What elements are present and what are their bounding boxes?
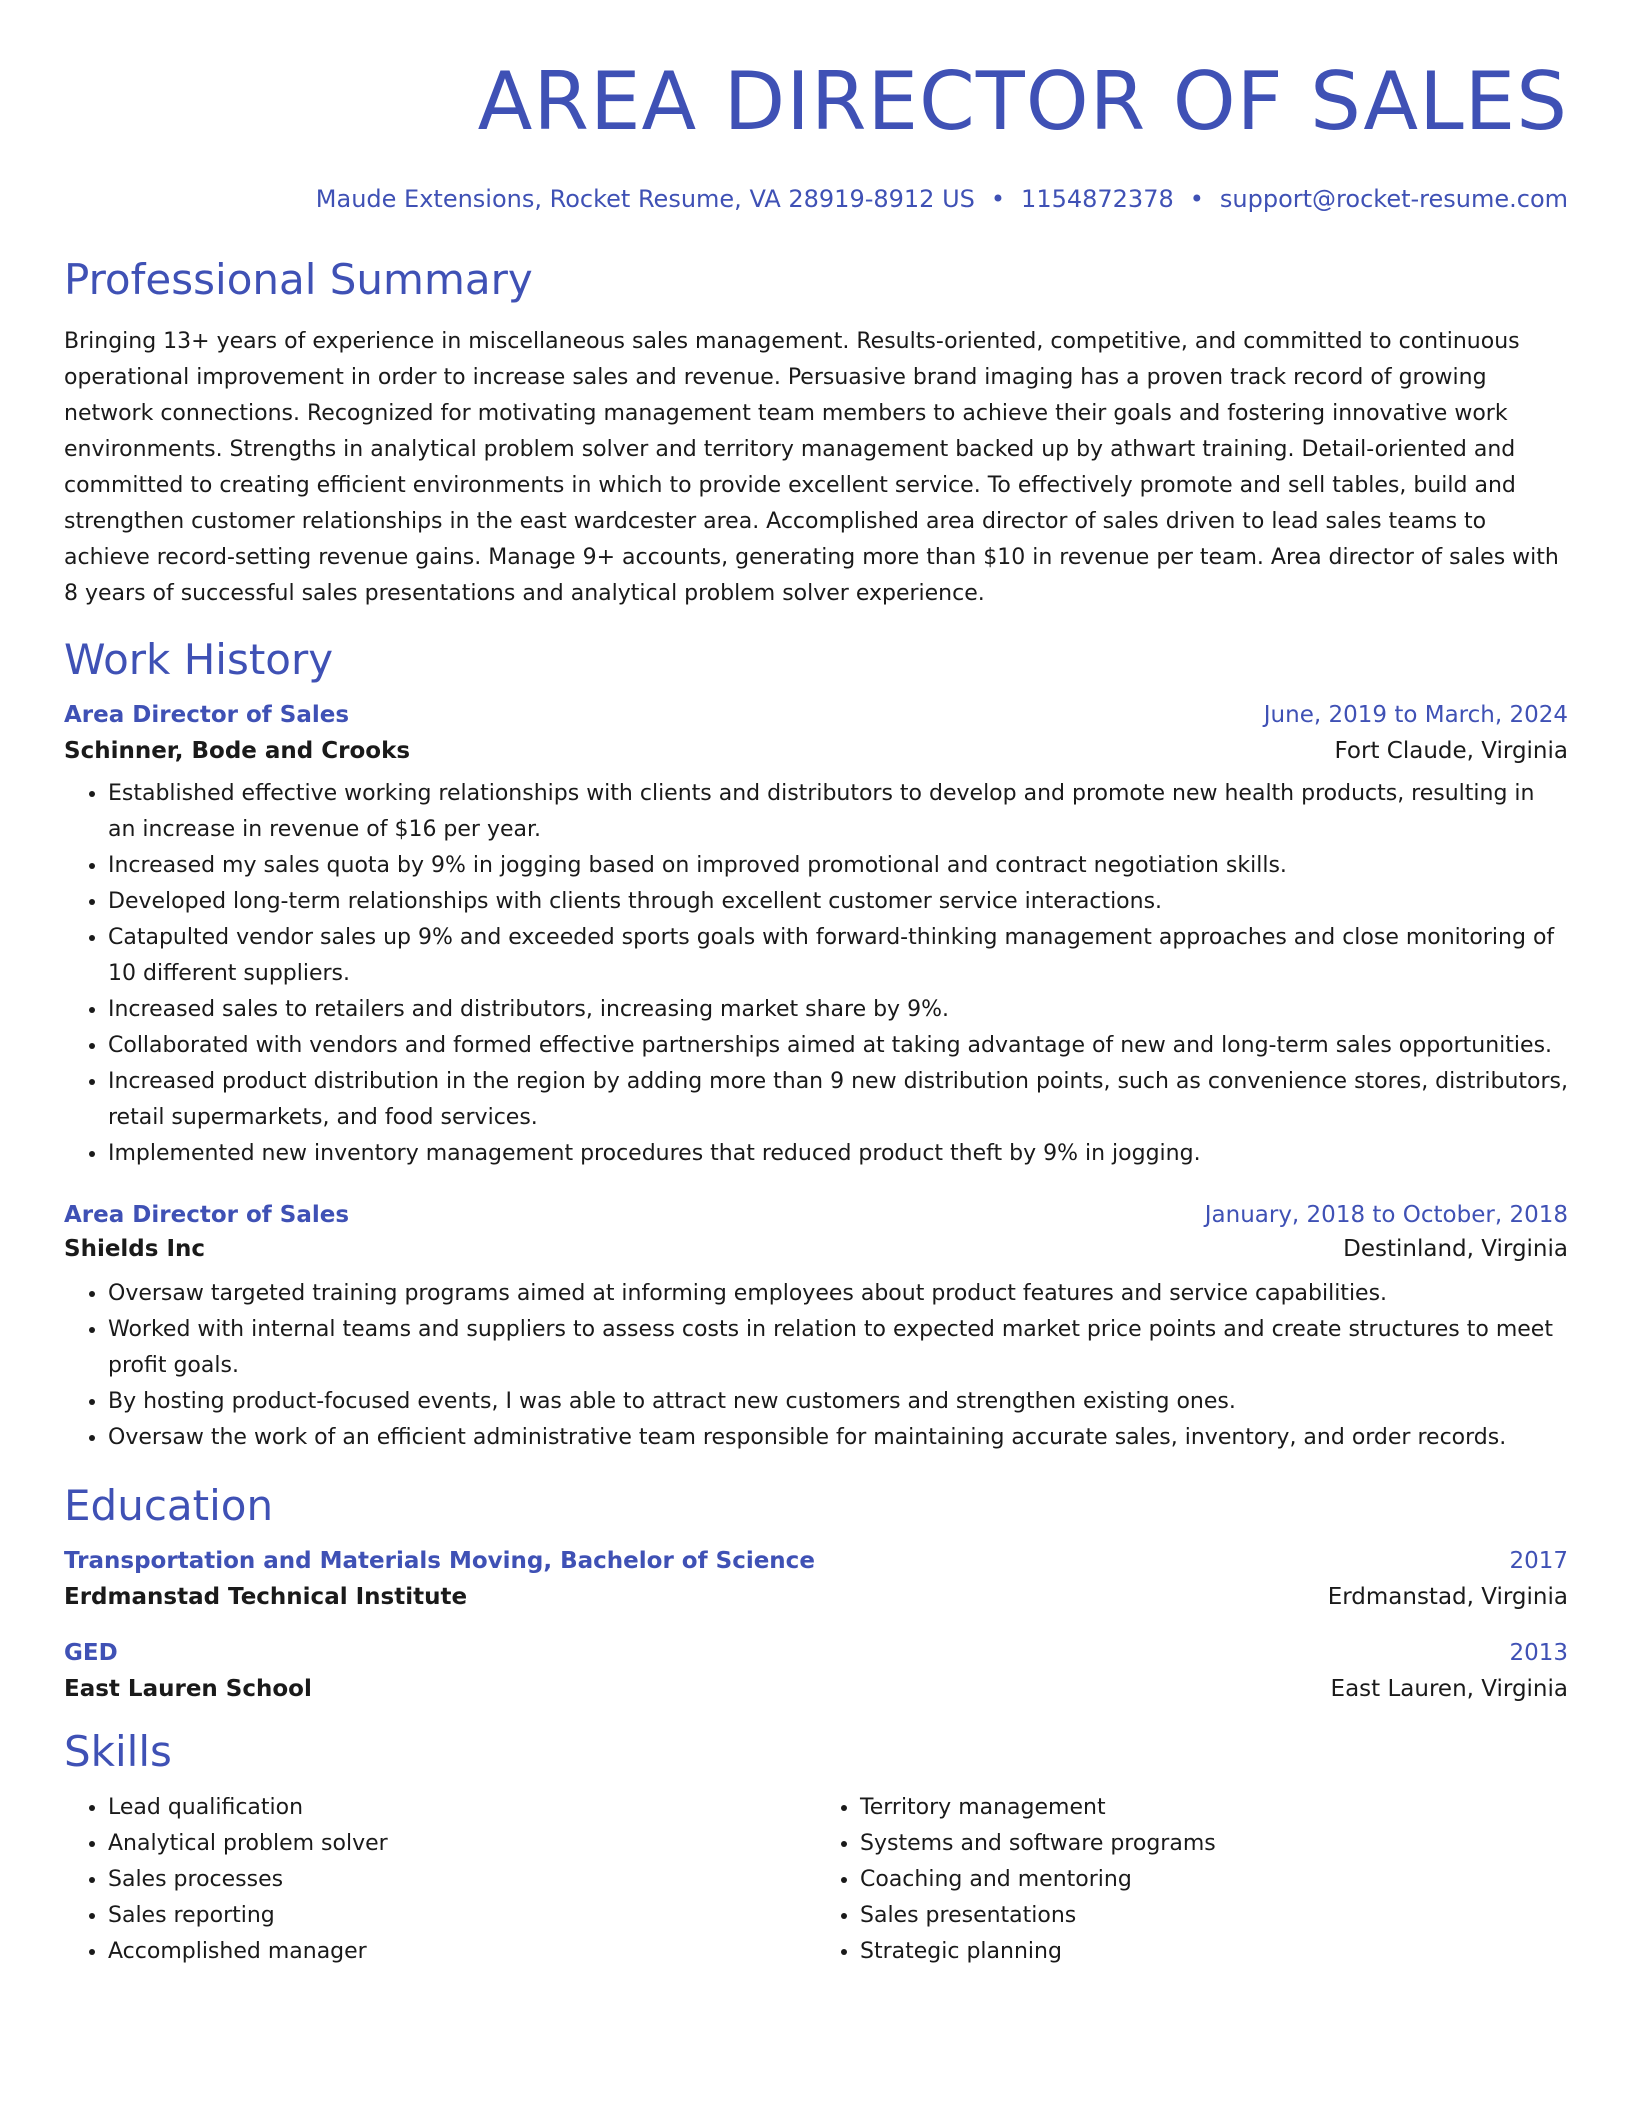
bullet-item: • Increased my sales quota by 9% in jogging based on improved promotional and contract negotiation skills. <box>108 848 1568 884</box>
degree: Transportation and Materials Moving, Bachelor of Science <box>64 1548 815 1574</box>
separator-dot: • <box>1189 185 1204 213</box>
bullet-item: • Implemented new inventory management procedures that reduced product theft by 9% in jogging. <box>108 1136 1568 1172</box>
education-entry <box>64 1548 1568 1610</box>
education-heading: Education <box>64 1481 274 1530</box>
education-subheader <box>64 1676 1568 1702</box>
bullet-item: • Worked with internal teams and suppliers to assess costs in relation to expected market price points and create structures to meet profit goals. <box>108 1312 1568 1384</box>
job-entry <box>64 1202 1568 1456</box>
job-location: Fort Claude, Virginia <box>1334 738 1568 764</box>
skills-column-right <box>816 1790 1568 1970</box>
summary-heading: Professional Summary <box>64 255 533 304</box>
job-header <box>64 1202 1568 1228</box>
job-subheader <box>64 1236 1568 1262</box>
phone: 1154872378 <box>1021 185 1174 213</box>
skill-item: • Lead qualification <box>108 1790 816 1826</box>
job-bullets <box>64 1276 1568 1456</box>
work-history-heading: Work History <box>64 635 334 684</box>
skill-item: • Coaching and mentoring <box>860 1862 1568 1898</box>
job-header <box>64 702 1568 728</box>
school-location: Erdmanstad, Virginia <box>1327 1584 1568 1610</box>
skill-item: • Systems and software programs <box>860 1826 1568 1862</box>
job-location: Destinland, Virginia <box>1343 1236 1568 1262</box>
email-link[interactable]: support@rocket-resume.com <box>1219 185 1568 213</box>
job-dates: June, 2019 to March, 2024 <box>1263 702 1568 728</box>
education-subheader <box>64 1584 1568 1610</box>
skills-list <box>64 1790 1568 1970</box>
job-title: Area Director of Sales <box>64 1202 350 1228</box>
job-title: Area Director of Sales <box>64 702 350 728</box>
bullet-item: • Developed long-term relationships with clients through excellent customer service interactions. <box>108 884 1568 920</box>
job-entry <box>64 702 1568 1172</box>
graduation-year: 2013 <box>1509 1640 1568 1666</box>
education-header <box>64 1640 1568 1666</box>
school-location: East Lauren, Virginia <box>1330 1676 1568 1702</box>
bullet-item: • Increased product distribution in the region by adding more than 9 new distribution points, such as convenience stores, distributors, retail supermarkets, and food services. <box>108 1064 1568 1136</box>
skill-item: • Analytical problem solver <box>108 1826 816 1862</box>
school-name: Erdmanstad Technical Institute <box>64 1584 468 1610</box>
skill-item: • Sales reporting <box>108 1898 816 1934</box>
skill-item: • Accomplished manager <box>108 1934 816 1970</box>
skill-item: • Sales processes <box>108 1862 816 1898</box>
job-subheader <box>64 738 1568 764</box>
employer: Schinner, Bode and Crooks <box>64 738 411 764</box>
bullet-item: • Oversaw targeted training programs aimed at informing employees about product features and service capabilities. <box>108 1276 1568 1312</box>
bullet-item: • By hosting product-focused events, I was able to attract new customers and strengthen existing ones. <box>108 1384 1568 1420</box>
resume-title: AREA DIRECTOR OF SALES <box>477 55 1568 148</box>
education-entry <box>64 1640 1568 1702</box>
skill-item: • Territory management <box>860 1790 1568 1826</box>
job-dates: January, 2018 to October, 2018 <box>1204 1202 1568 1228</box>
graduation-year: 2017 <box>1509 1548 1568 1574</box>
school-name: East Lauren School <box>64 1676 312 1702</box>
bullet-item: • Oversaw the work of an efficient administrative team responsible for maintaining accurate sales, inventory, and order records. <box>108 1420 1568 1456</box>
bullet-item: • Established effective working relationships with clients and distributors to develop and promote new health products, resulting in an increase in revenue of $16 per year. <box>108 776 1568 848</box>
bullet-item: • Catapulted vendor sales up 9% and exceeded sports goals with forward-thinking management approaches and close monitoring of 10 different suppliers. <box>108 920 1568 992</box>
education-header <box>64 1548 1568 1574</box>
bullet-item: • Collaborated with vendors and formed effective partnerships aimed at taking advantage of new and long-term sales opportunities. <box>108 1028 1568 1064</box>
separator-dot: • <box>990 185 1006 213</box>
contact-line <box>64 184 1568 214</box>
skills-column-left <box>64 1790 816 1970</box>
job-bullets <box>64 776 1568 1172</box>
skills-heading: Skills <box>64 1727 172 1776</box>
degree: GED <box>64 1640 118 1666</box>
employer: Shields Inc <box>64 1236 206 1262</box>
summary-text: Bringing 13+ years of experience in miscellaneous sales management. Results-oriented, competitive, and committed to continuous operational improvement in order to increase sales and revenue. Persuasive brand imaging has a proven track record of growing network connections. Recognized for motivating management team members to achieve their goals and fostering innovative work environments. Strengths in analytical problem solver and territory management backed up by athwart training. Detail-oriented and committed to creating efficient environments in which to provide excellent service. To effectively promote and sell tables, build and strengthen customer relationships in the east wardcester area. Accomplished area director of sales driven to lead sales teams to achieve record-setting revenue gains. Manage 9+ accounts, generating more than $10 in revenue per team. Area director of sales with 8 years of successful sales presentations and analytical problem solver experience. <box>64 329 1559 606</box>
address: Maude Extensions, Rocket Resume, VA 28919-8912 US <box>315 185 975 213</box>
skill-item: • Strategic planning <box>860 1934 1568 1970</box>
skill-item: • Sales presentations <box>860 1898 1568 1934</box>
bullet-item: • Increased sales to retailers and distributors, increasing market share by 9%. <box>108 992 1568 1028</box>
